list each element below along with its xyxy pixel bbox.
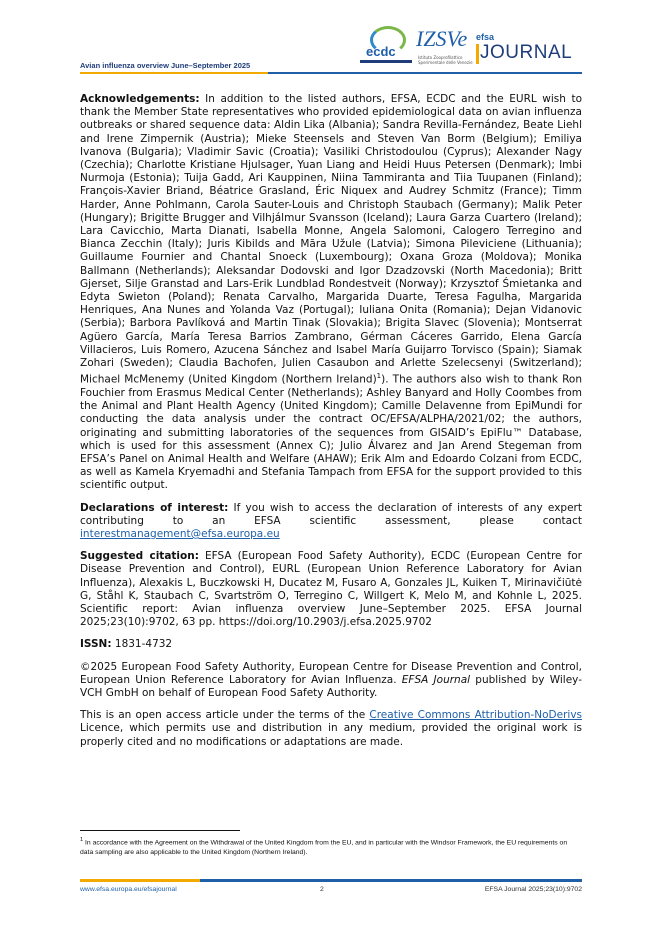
acknowledgements-label: Acknowledgements: <box>80 93 200 105</box>
declarations-label: Declarations of interest: <box>80 501 229 514</box>
copyright-text-cont: published by Wiley-VCH GmbH on behalf of European Food Safety Authority. <box>80 673 582 700</box>
license-text-cont: Licence, which permits use and distribution in any medium, provided the original work is properly cited and no modifications or adaptations are made. <box>80 722 582 748</box>
header-logos <box>360 24 582 70</box>
footnote-divider <box>80 830 240 831</box>
license-link[interactable]: Creative Commons Attribution-NoDerivs <box>369 709 582 722</box>
copyright-text: ©2025 European Food Safety Authority, European Centre for Disease Prevention and Control, European Union Reference Laboratory for Avian Influenza. <box>80 660 582 686</box>
ecdc-logo: ecdc <box>360 24 412 68</box>
license-paragraph <box>80 709 582 749</box>
footer-rule <box>80 879 582 882</box>
acknowledgements-paragraph <box>80 93 582 493</box>
interest-email-link[interactable]: interestmanagement@efsa.europa.eu <box>80 528 280 540</box>
citation-paragraph <box>80 550 582 629</box>
copyright-paragraph <box>80 661 582 701</box>
acknowledgements-text: In addition to the listed authors, EFSA, ECDC and the EURL wish to thank the Member State representatives who provided epidemiological data on avian influenza outbreaks or shared sequence data: Aldin Lika (Albania); Sandra Revilla-Fernández, Beate Liehl and Irene Zimpernik (Austria); Mieke Steensels and Steven Van Borm (Belgium); Emiliya Ivanova (Bulgaria); Vladimir Savic (Croatia); Vasiliki Christodoulou (Cyprus); Alexander Nagy (Czechia); Charlotte Kristiane Hjulsager, Yuan Liang and Heidi Huus Petersen (Denmark); Imbi Nurmoja (Estonia); Tuija Gadd, Ari Kauppinen, Niina Tammiranta and Tiia Tuupanen (Finland); François-Xavier Briand, Béatrice Grasland, Éric Niquex and Audrey Schmitz (France); Timm Harder, Anne Pohlmann, Carola Sauter-Louis and Christoph Staubach (Germany); Malik Peter (Hungary); Brigitte Brugger and Vilhjálmur Svansson (Iceland); Laura Garza Cuartero (Ireland); Lara Cavicchio, Marta Dianati, Isabella Monne, Angela Salomoni, Calogero Terregino and Bianca Zecchin (Italy); Juris Kibilds and Māra Užule (Latvia); Simona Pileviciene (Lithuania); Guillaume Fournier and Chantal Snoeck (Luxembourg); Oxana Groza (Moldova); Monika Ballmann (Netherlands); Aleksandar Dodovski and Igor Dzadzovski (North Macedonia); Britt Gjerset, Silje Granstad and Lars-Erik Lundblad Rondestveit (Norway); Krzysztof Śmietanka and Edyta Swieton (Poland); Renata Carvalho, Margarida Duarte, Teresa Fagulha, Margarida Henriques, Ana Nunes and Yolanda Vaz (Portugal); Iuliana Onita (Romania); Dejan Vidanovic (Serbia); Barbora Pavlíková and Martin Tinak (Slovakia); Brigita Slavec (Slovenia); Montserrat Agüero García, María Teresa Barrios Zambrano, Gérman Cáceres Garrido, Elena García Villacieros, Luis Romero, Azucena Sánchez and Isabel María Guijarro Torvisco (Spain); Siamak Zohari (Sweden); Claudia Bachofen, Julien Casaubon and Arlette Szelecsenyi (Switzerland); Michael McMenemy (United Kingdom (Northern Ireland) <box>80 93 582 386</box>
izsve-logo: IZSVe Istituto Zooprofilattico Sperimentale delle Venezie <box>416 26 473 65</box>
issn-value: 1831-4732 <box>111 638 173 651</box>
declarations-text: If you wish to access the declaration of interests of any expert contributing to an EFSA scientific assessment, please contact <box>80 501 582 527</box>
footnote <box>80 835 582 858</box>
citation-text: EFSA (European Food Safety Authority), ECDC (European Centre for Disease Prevention and Control), EURL (European Union Reference Laboratory for Avian Influenza), Alexakis L, Buczkowski H, Ducatez M, Fusaro A, Gonzales JL, Kuiken T, Mirinavičiūtė G, Ståhl K, Staubach C, Svartström O, Terregino C, Willgert K, Melo M, and Kohnle L, 2025. Scientific report: Avian influenza overview June–September 2025. EFSA Journal 2025;23(10):9702, 63 pp. https://doi.org/10.2903/j.efsa.2025.9702 <box>80 550 582 629</box>
citation-label: Suggested citation: <box>80 550 199 563</box>
footnote-mark: 1 <box>80 837 84 843</box>
footnote-ref[interactable]: 1 <box>376 372 382 381</box>
page-number: 2 <box>320 886 324 893</box>
issn-paragraph <box>80 638 582 651</box>
footer-url[interactable]: www.efsa.europa.eu/efsajournal <box>80 886 177 893</box>
journal-reference: EFSA Journal 2025;23(10):9702 <box>484 886 582 893</box>
footnote-text: In accordance with the Agreement on the Withdrawal of the United Kingdom from the EU, and in particular with the Windsor Framework, the EU requirements on data sampling are also applicable to the United Kingdom (Northern Ireland). <box>80 839 568 857</box>
header-rule <box>80 72 582 75</box>
declarations-paragraph <box>80 502 582 542</box>
license-text: This is an open access article under the terms of the <box>80 709 370 722</box>
journal-name: EFSA Journal <box>401 673 471 686</box>
front-matter <box>80 93 582 758</box>
acknowledgements-text-cont: ). The authors also wish to thank Ron Fouchier from Erasmus Medical Center (Netherlands); Ashley Banyard and Holly Coombes from the Animal and Plant Health Agency (United Kingdom); Camille Delavenne from EpiMundi for conducting the data analysis under the contract OC/EFSA/ALPHA/2021/02; the authors, originating and submitting laboratories of the sequences from GISAID’s EpiFlu™ Database, which is used for this assessment (Annex C); Julio Álvarez and Jan Arend Stegeman from EFSA’s Panel on Animal Health and Welfare (AHAW); Erik Alm and Edoardo Colzani from ECDC, as well as Kamela Kryemadhi and Stefania Tampach from EFSA for the support provided to this scientific output. <box>80 373 582 492</box>
efsa-journal-logo: efsa JOURNAL <box>476 32 573 63</box>
running-title: Avian influenza overview June–September 2025 <box>80 61 251 70</box>
issn-label: ISSN: <box>80 638 112 651</box>
